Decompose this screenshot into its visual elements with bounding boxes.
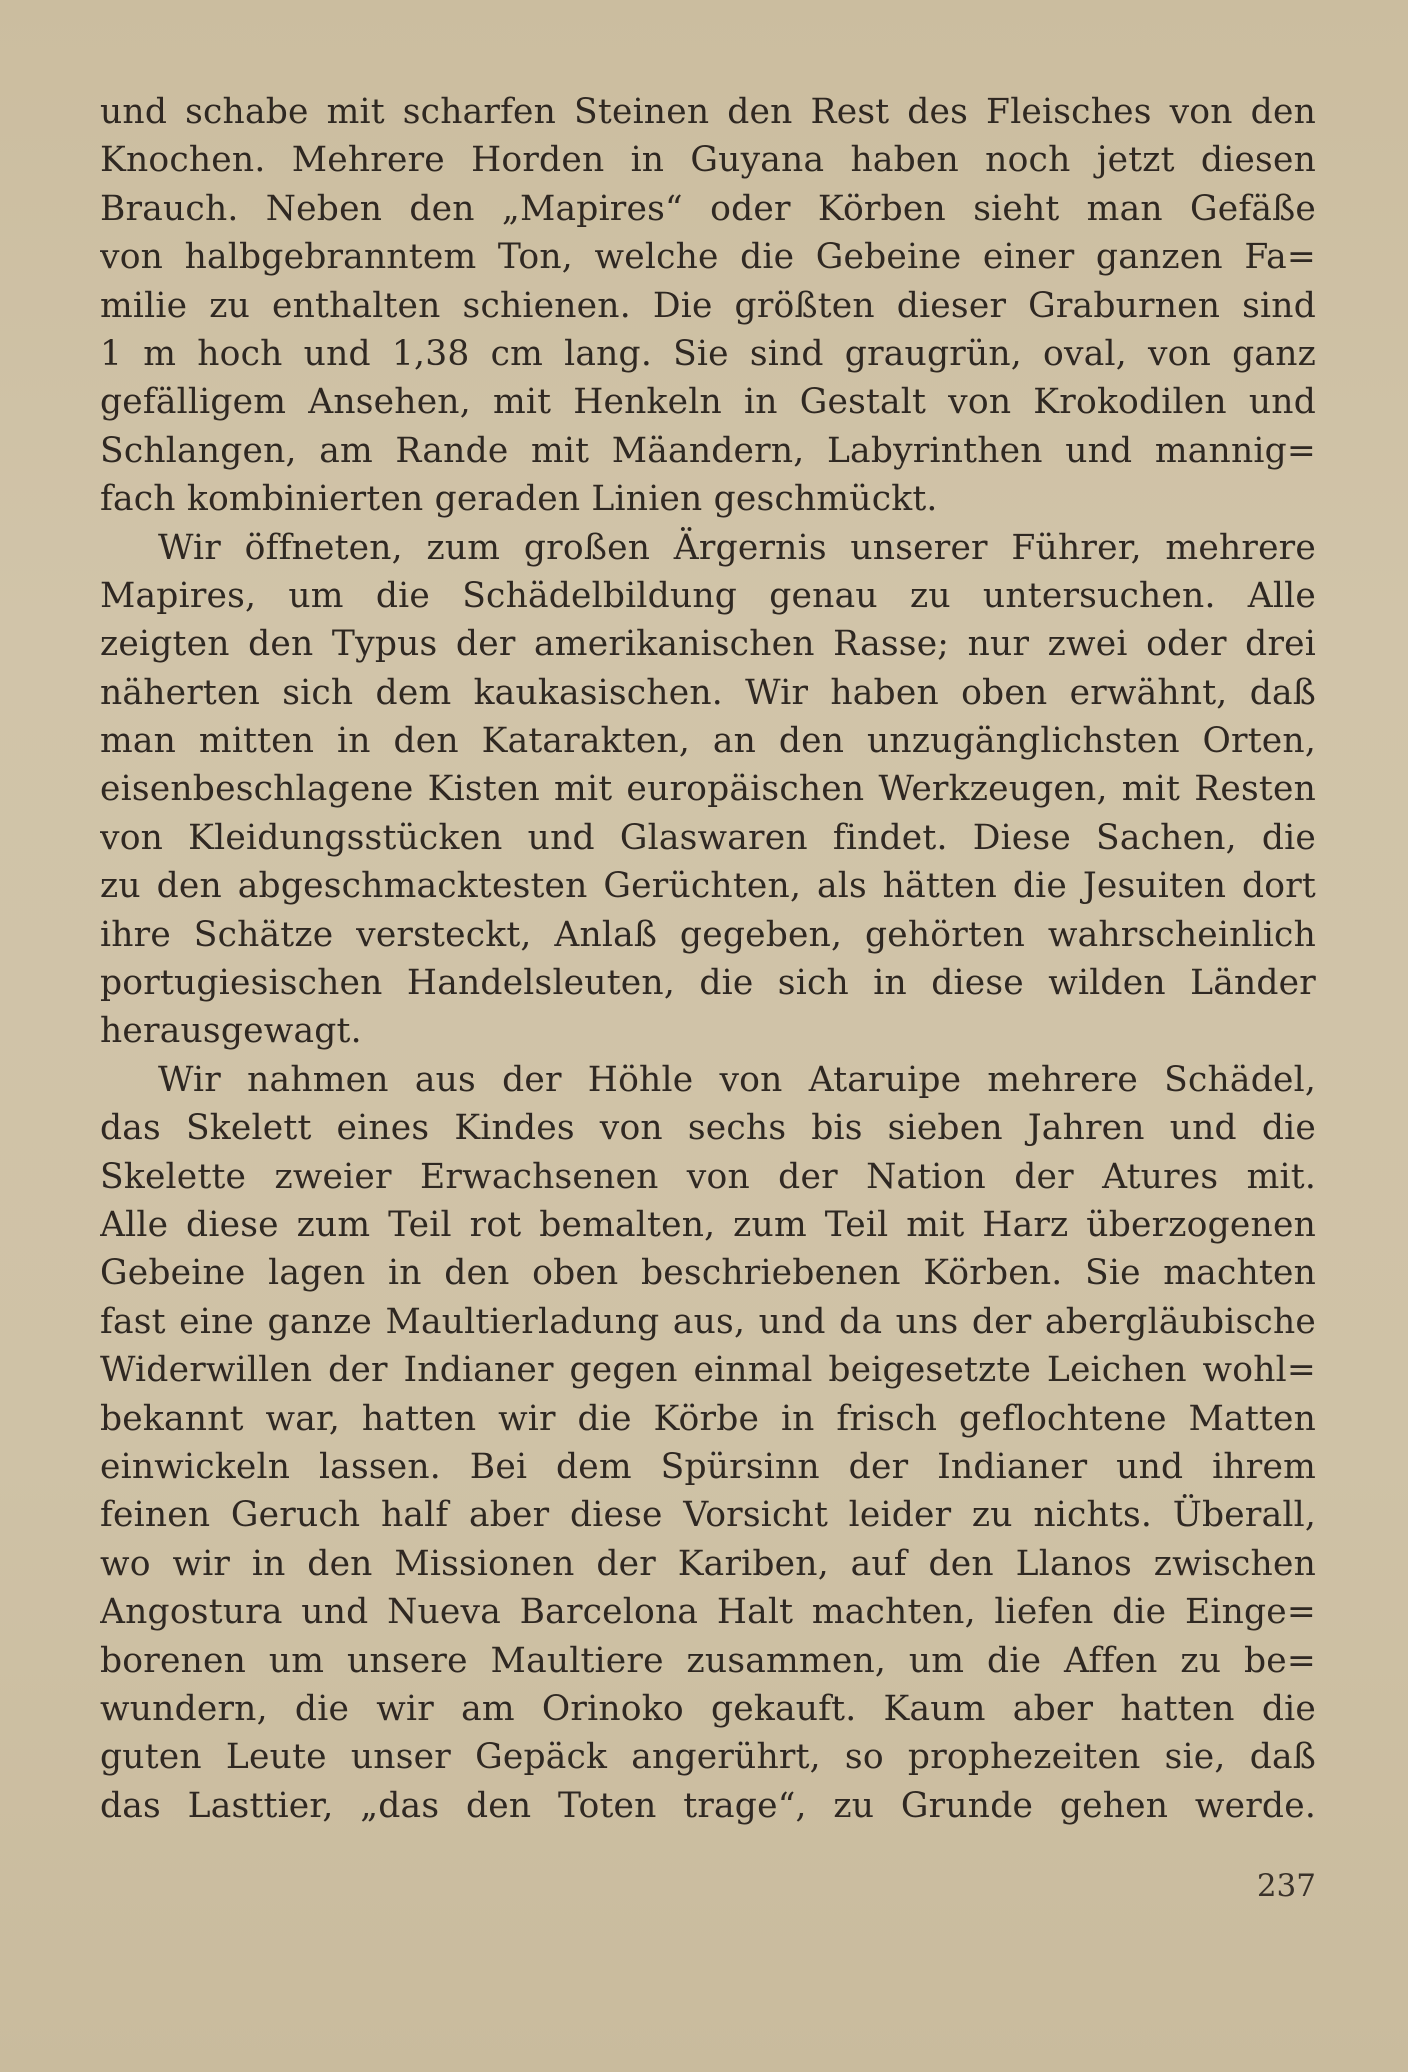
text-line: eisenbeschlagene Kisten mit europäischen Werkzeugen, mit Resten [100, 769, 1316, 810]
text-line: zeigten den Typus der amerikanischen Rasse; nur zwei oder drei [100, 624, 1316, 665]
paragraph-2 [100, 524, 1316, 1056]
text-line: feinen Geruch half aber diese Vorsicht leider zu nichts. Überall, [100, 1495, 1316, 1536]
text-line: guten Leute unser Gepäck angerührt, so prophezeiten sie, daß [100, 1737, 1316, 1778]
paragraph-3 [100, 1056, 1316, 1830]
text-line: Alle diese zum Teil rot bemalten, zum Teil mit Harz überzogenen [100, 1204, 1316, 1245]
text-line: das Skelett eines Kindes von sechs bis sieben Jahren und die [100, 1108, 1316, 1149]
text-line: wundern, die wir am Orinoko gekauft. Kaum aber hatten die [100, 1688, 1316, 1729]
page-number: 237 [1256, 1868, 1316, 1904]
text-line: fast eine ganze Maultierladung aus, und da uns der abergläubische [100, 1301, 1316, 1342]
text-line: einwickeln lassen. Bei dem Spürsinn der Indianer und ihrem [100, 1446, 1316, 1487]
text-line: Skelette zweier Erwachsenen von der Nation der Atures mit. [100, 1156, 1316, 1197]
body-text [100, 88, 1316, 1830]
text-line: fach kombinierten geraden Linien geschmückt. [100, 479, 938, 520]
text-line: von Kleidungsstücken und Glaswaren findet. Diese Sachen, die [100, 817, 1316, 858]
text-line: Gebeine lagen in den oben beschriebenen Körben. Sie machten [100, 1253, 1316, 1294]
text-line: bekannt war, hatten wir die Körbe in frisch geflochtene Matten [100, 1398, 1316, 1439]
text-line: borenen um unsere Maultiere zusammen, um die Affen zu be= [100, 1640, 1316, 1681]
text-line: Knochen. Mehrere Horden in Guyana haben noch jetzt diesen [100, 140, 1316, 181]
text-line: gefälligem Ansehen, mit Henkeln in Gestalt von Krokodilen und [100, 382, 1316, 423]
paragraph-1 [100, 88, 1316, 524]
text-line: man mitten in den Katarakten, an den unzugänglichsten Orten, [100, 721, 1316, 762]
text-line: und schabe mit scharfen Steinen den Rest des Fleisches von den [100, 92, 1316, 132]
text-line: zu den abgeschmacktesten Gerüchten, als hätten die Jesuiten dort [100, 866, 1316, 907]
text-line: portugiesischen Handelsleuten, die sich in diese wilden Länder [100, 963, 1316, 1004]
text-line: von halbgebranntem Ton, welche die Gebeine einer ganzen Fa= [100, 237, 1316, 278]
text-line: Schlangen, am Rande mit Mäandern, Labyrinthen und mannig= [100, 430, 1316, 471]
text-line: Wir öffneten, zum großen Ärgernis unserer Führer, mehrere [158, 527, 1316, 568]
text-line: das Lasttier, „das den Toten trage“, zu Grunde gehen werde. [100, 1785, 1316, 1826]
text-line: Wir nahmen aus der Höhle von Ataruipe mehrere Schädel, [158, 1059, 1316, 1100]
text-line: ihre Schätze versteckt, Anlaß gegeben, gehörten wahrscheinlich [100, 914, 1316, 955]
text-line: 1 m hoch und 1,38 cm lang. Sie sind graugrün, oval, von ganz [100, 333, 1316, 374]
text-line: milie zu enthalten schienen. Die größten dieser Graburnen sind [100, 285, 1316, 326]
text-line: Brauch. Neben den „Mapires“ oder Körben sieht man Gefäße [100, 188, 1316, 229]
text-line: Widerwillen der Indianer gegen einmal beigesetzte Leichen wohl= [100, 1350, 1316, 1391]
text-line: näherten sich dem kaukasischen. Wir haben oben erwähnt, daß [100, 672, 1316, 713]
text-line: wo wir in den Missionen der Kariben, auf den Llanos zwischen [100, 1543, 1316, 1584]
text-line: Angostura und Nueva Barcelona Halt machten, liefen die Einge= [100, 1592, 1316, 1633]
text-line: Mapires, um die Schädelbildung genau zu untersuchen. Alle [100, 575, 1316, 616]
text-line: herausgewagt. [100, 1011, 362, 1052]
